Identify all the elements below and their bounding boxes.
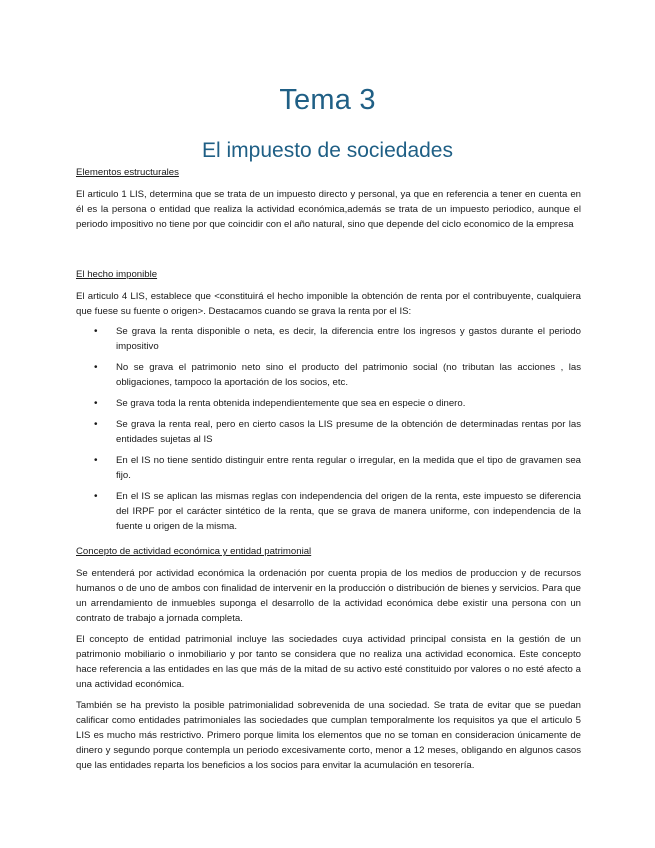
- paragraph: El articulo 1 LIS, determina que se trata de un impuesto directo y personal, ya que en referencia a tener en cuenta en él es la persona o entidad que realiza la actividad económica,además se trata de un impuesto periodico, aunque el periodo impositivo no tiene por que coincidir con el año natural, sino que depende del ciclo economico de la empresa: [76, 189, 581, 230]
- list-item: [76, 324, 581, 354]
- section-heading: El hecho imponible: [76, 269, 158, 280]
- bullet-icon: •: [94, 362, 98, 373]
- bullet-icon: •: [94, 491, 98, 502]
- bullet-list: [76, 324, 581, 534]
- section-heading: Elementos estructurales: [76, 167, 179, 178]
- bullet-icon: •: [94, 326, 98, 337]
- list-item: [76, 417, 581, 447]
- paragraph: También se ha previsto la posible patrimonialidad sobrevenida de una sociedad. Se trata de evitar que se puedan calificar como entidades patrimoniales las sociedades que cumplan temporalmente los requisitos ya que el articulo 5 LIS es mucho más restrictivo. Primero porque limita los elementos que no se toman en consideracion únicamente de dinero y segundo porque contempla un periodo excesivamente corto, menor a 12 meses, obligando en algunos casos que las entidades reparta los beneficios a los socios para envitar la acumulación en tesorería.: [76, 700, 581, 771]
- list-item-text: Se grava la renta real, pero en cierto casos la LIS presume de la obtención de determinadas rentas por las entidades sujetas al IS: [116, 419, 581, 445]
- list-item-text: En el IS no tiene sentido distinguir entre renta regular o irregular, en la medida que el tipo de gravamen sea fijo.: [116, 455, 581, 481]
- list-item: [76, 489, 581, 534]
- section-heading: Concepto de actividad económica y entidad patrimonial: [76, 546, 312, 557]
- list-item-text: Se grava la renta disponible o neta, es decir, la diferencia entre los ingresos y gastos durante el periodo impositivo: [116, 326, 581, 352]
- list-item: [76, 453, 581, 483]
- bullet-icon: •: [94, 398, 98, 409]
- page-title: Tema 3: [279, 84, 376, 116]
- list-item-text: En el IS se aplican las mismas reglas con independencia del origen de la renta, este impuesto se diferencia del IRPF por el carácter sintético de la renta, que se grava de manera uniforme, con independencia de la fuente u origen de la misma.: [116, 491, 581, 532]
- section-elementos: [76, 165, 581, 232]
- bullet-icon: •: [94, 455, 98, 466]
- paragraph: El articulo 4 LIS, establece que <constituirá el hecho imponible la obtención de renta por el contribuyente, cualquiera que fuese su fuente o origen>. Destacamos cuando se grava la renta por el IS:: [76, 291, 581, 317]
- paragraph: El concepto de entidad patrimonial incluye las sociedades cuya actividad principal consista en la gestión de un patrimonio mobiliario o inmobiliario y por tanto se considera que no realiza una actividad economica. Este concepto hace referencia a las entidades en las que más de la mitad de su activo esté constituido por valores o no esté afecto a una actividad económica.: [76, 634, 581, 690]
- list-item: [76, 396, 581, 411]
- page-subtitle: El impuesto de sociedades: [202, 139, 453, 162]
- bullet-icon: •: [94, 419, 98, 430]
- section-hecho-imponible: [76, 267, 581, 540]
- list-item-text: No se grava el patrimonio neto sino el producto del patrimonio social (no tributan las acciones , las obligaciones, tampoco la aportación de los socios, etc.: [116, 362, 581, 388]
- list-item-text: Se grava toda la renta obtenida independientemente que sea en especie o dinero.: [116, 398, 466, 409]
- section-actividad-economica: [76, 544, 581, 773]
- list-item: [76, 360, 581, 390]
- paragraph: Se entenderá por actividad económica la ordenación por cuenta propia de los medios de produccion y de recursos humanos o de uno de ambos con finalidad de intervenir en la producción o distribución de bienes y servicios. Para que un arrendamiento de inmuebles suponga el desarrollo de la actividad económica debe existir una persona con un contrato de trabajo a jornada completa.: [76, 568, 581, 624]
